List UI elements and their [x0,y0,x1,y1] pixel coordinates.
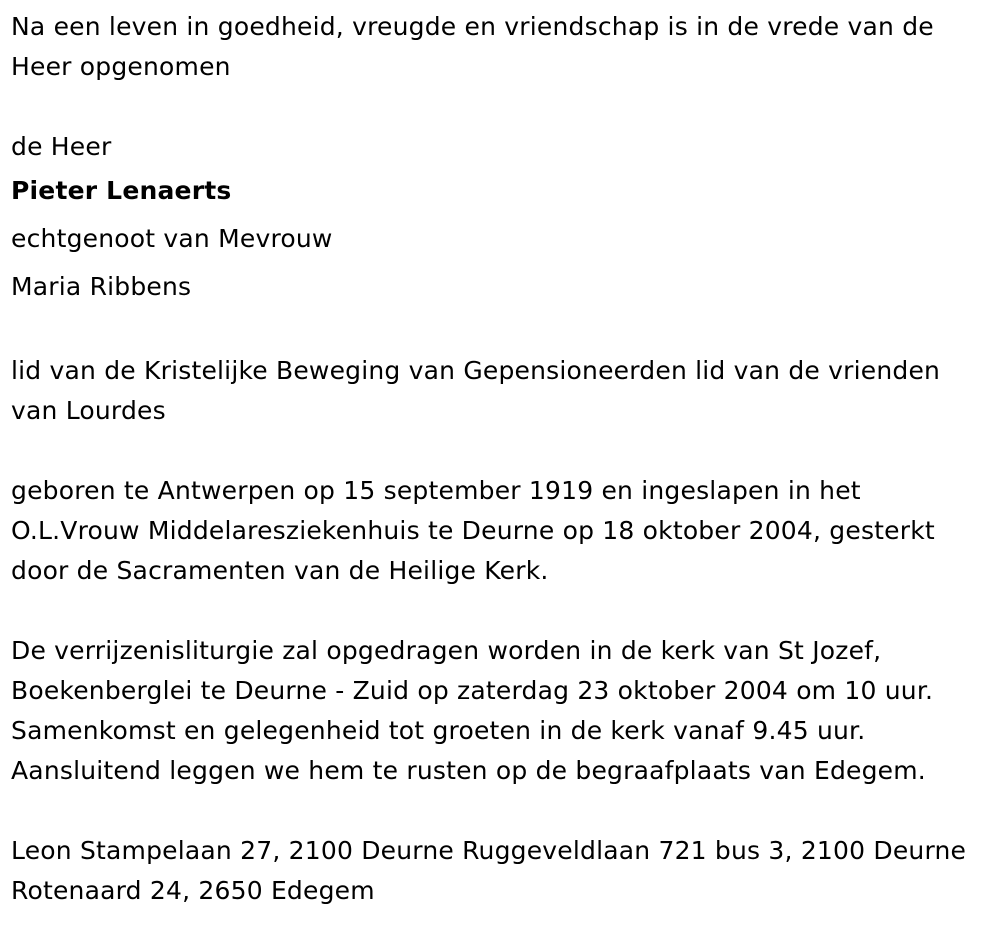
spacer [11,431,990,471]
spacer [11,87,990,127]
address-line: Rotenaard 24, 2650 Edegem [11,876,375,905]
spouse-label: echtgenoot van Mevrouw [11,224,333,253]
title-text: de Heer [11,132,112,161]
service-line: Samenkomst en gelegenheid tot groeten in de kerk vanaf 9.45 uur. [11,716,866,745]
service-line: Aansluitend leggen we hem te rusten op de begraafplaats van Edegem. [11,756,926,785]
deceased-name: Pieter Lenaerts [11,176,232,205]
address-line: Leon Stampelaan 27, 2100 Deurne Ruggeveldlaan 721 bus 3, 2100 Deurne [11,836,967,865]
service-line: De verrijzenisliturgie zal opgedragen worden in de kerk van St Jozef, [11,636,882,665]
spacer [11,311,990,351]
spouse-name: Maria Ribbens [11,272,192,301]
spacer [11,591,990,631]
intro-text: Na een leven in goedheid, vreugde en vriendschap is in de vrede van de Heer opgenomen [11,12,934,81]
spacer [11,791,990,831]
addresses [11,831,990,911]
service-details [11,631,990,791]
birth-death-text: geboren te Antwerpen op 15 september 1919 en ingeslapen in het O.L.Vrouw Middelaresziekenhuis te Deurne op 18 oktober 2004, gesterkt door de Sacramenten van de Heilige Kerk. [11,476,935,585]
service-line: Boekenberglei te Deurne - Zuid op zaterdag 23 oktober 2004 om 10 uur. [11,676,934,705]
membership-text: lid van de Kristelijke Beweging van Gepensioneerden lid van de vrienden van Lourdes [11,356,941,425]
